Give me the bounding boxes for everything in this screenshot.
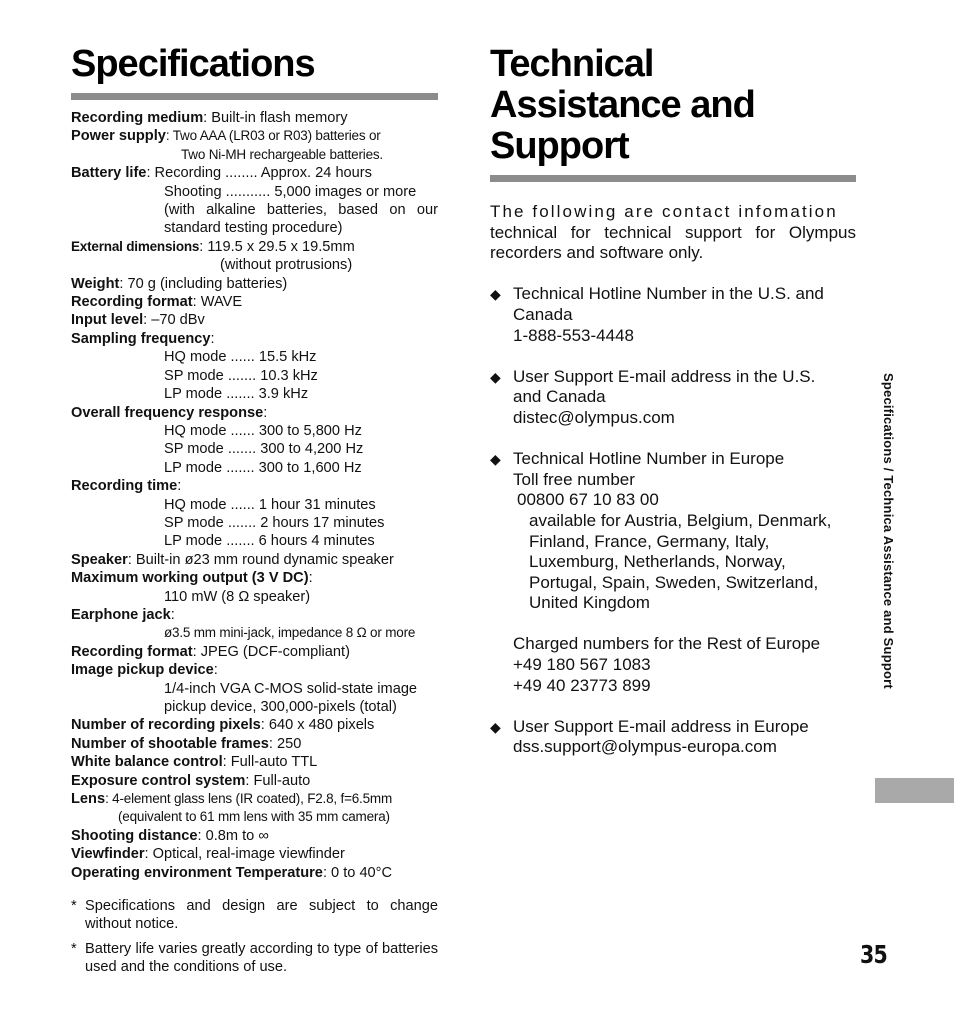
spec-lens-cont: (equivalent to 61 mm lens with 35 mm camera) xyxy=(118,809,390,825)
europe-email: ◆ User Support E-mail address in Europe dss.support@olympus-europa.com xyxy=(490,717,856,758)
spec-speaker: Speaker: Built-in ø23 mm round dynamic speaker xyxy=(71,551,394,568)
note-item: * Battery life varies greatly according to type of batteries used and the conditions of use. xyxy=(71,940,438,976)
spec-exposure-control: Exposure control system: Full-auto xyxy=(71,772,311,789)
spec-image-pickup-value-cont: pickup device, 300,000-pixels (total) xyxy=(164,699,397,715)
title-rule xyxy=(71,93,438,100)
spec-viewfinder: Viewfinder: Optical, real-image viewfinder xyxy=(71,846,345,863)
diamond-bullet-icon: ◆ xyxy=(490,451,501,468)
spec-shooting-distance: Shooting distance: 0.8m to ∞ xyxy=(71,827,269,844)
spec-power-supply-cont: Two Ni-MH rechargeable batteries. xyxy=(181,146,383,162)
side-tab xyxy=(875,778,954,803)
spec-image-pickup-value: 1/4-inch VGA C-MOS solid-state image xyxy=(164,680,418,697)
spec-external-dimensions: External dimensions: 119.5 x 29.5 x 19.5mm xyxy=(71,238,355,255)
spec-battery-life-note-cont: standard testing procedure) xyxy=(164,220,343,237)
europe-hotline: ◆ Technical Hotline Number in Europe Toll free number 00800 67 10 83 00 available for Austria, Belgium, Denmark, Finland, France, Germany, Italy, Luxemburg, Netherlands, Norway, Portugal, Spain, Sweden, Switzerland, United Kingdom Charged numbers for the Rest of Europe +49 180 567 1083 +49 40 23773 899 xyxy=(490,449,856,696)
title-rule xyxy=(490,175,856,182)
spec-weight: Weight: 70 g (including batteries) xyxy=(71,275,288,292)
spec-recording-time-lp: LP mode ....... 6 hours 4 minutes xyxy=(164,533,375,550)
spec-earphone-jack-value: ø3.5 mm mini-jack, impedance 8 Ω or more xyxy=(164,625,416,641)
note-item: * Specifications and design are subject to change without notice. xyxy=(71,898,438,933)
us-hotline: ◆ Technical Hotline Number in the U.S. and Canada 1-888-553-4448 xyxy=(490,284,856,346)
spec-frequency-response: Overall frequency response: xyxy=(71,404,268,421)
spec-sampling-hq: HQ mode ...... 15.5 kHz xyxy=(164,349,317,366)
spec-external-dimensions-cont: (without protrusions) xyxy=(220,257,353,274)
spec-battery-life-note: (with alkaline batteries, based on our xyxy=(164,202,438,219)
europe-charged-number: +49 40 23773 899 xyxy=(513,675,651,695)
spec-recording-format-image: Recording format: JPEG (DCF-compliant) xyxy=(71,643,350,660)
spec-shootable-frames: Number of shootable frames: 250 xyxy=(71,735,302,752)
spec-power-supply: Power supply: Two AAA (LR03 or R03) batteries or xyxy=(71,128,381,145)
support-title: Technical Assistance and Support xyxy=(490,43,755,167)
specifications-title: Specifications xyxy=(71,43,315,85)
diamond-bullet-icon: ◆ xyxy=(490,368,501,385)
page-number: 35 xyxy=(860,940,887,969)
europe-email-address: dss.support@olympus-europa.com xyxy=(513,737,777,757)
spec-frequency-sp: SP mode ....... 300 to 4,200 Hz xyxy=(164,441,364,458)
spec-list xyxy=(71,109,438,882)
spec-sampling-sp: SP mode ....... 10.3 kHz xyxy=(164,367,318,384)
spec-sampling-frequency: Sampling frequency: xyxy=(71,330,215,347)
spec-image-pickup: Image pickup device: xyxy=(71,662,218,679)
europe-charged-number: +49 180 567 1083 xyxy=(513,655,651,675)
support-column xyxy=(490,44,856,779)
spec-lens: Lens: 4-element glass lens (IR coated), F2.8, f=6.5mm xyxy=(71,791,393,808)
spec-recording-time-sp: SP mode ....... 2 hours 17 minutes xyxy=(164,514,385,531)
spec-notes xyxy=(71,897,438,977)
us-email-address: distec@olympus.com xyxy=(513,407,675,427)
side-section-label: Specifications / Technica Assistance and Support xyxy=(881,373,896,689)
spec-input-level: Input level: –70 dBv xyxy=(71,312,205,329)
spec-recording-format-audio: Recording format: WAVE xyxy=(71,294,243,311)
spec-recording-pixels: Number of recording pixels: 640 x 480 pixels xyxy=(71,717,375,734)
spec-white-balance: White balance control: Full-auto TTL xyxy=(71,754,318,771)
europe-toll-free-number: 00800 67 10 83 00 xyxy=(517,490,659,510)
spec-max-output: Maximum working output (3 V DC): xyxy=(71,570,313,587)
spec-operating-temperature: Operating environment Temperature: 0 to 40°C xyxy=(71,864,393,881)
support-content xyxy=(490,202,856,758)
spec-battery-life: Battery life: Recording ........ Approx. 24 hours xyxy=(71,165,372,182)
us-email: ◆ User Support E-mail address in the U.S. and Canada distec@olympus.com xyxy=(490,367,856,429)
spec-recording-time: Recording time: xyxy=(71,478,182,495)
spec-frequency-lp: LP mode ....... 300 to 1,600 Hz xyxy=(164,459,362,476)
spec-recording-medium: Recording medium: Built-in flash memory xyxy=(71,110,348,126)
us-hotline-number: 1-888-553-4448 xyxy=(513,325,634,345)
diamond-bullet-icon: ◆ xyxy=(490,286,501,303)
specifications-column xyxy=(71,44,438,983)
spec-max-output-value: 110 mW (8 Ω speaker) xyxy=(164,588,311,605)
spec-battery-life-shooting: Shooting ........... 5,000 images or more xyxy=(164,183,417,200)
spec-sampling-lp: LP mode ....... 3.9 kHz xyxy=(164,386,309,403)
diamond-bullet-icon: ◆ xyxy=(490,718,501,735)
spec-earphone-jack: Earphone jack: xyxy=(71,606,175,623)
spec-recording-time-hq: HQ mode ...... 1 hour 31 minutes xyxy=(164,496,376,513)
support-intro: The following are contact infomation technical for technical support for Olympus recorders and software only. xyxy=(490,202,856,263)
spec-frequency-hq: HQ mode ...... 300 to 5,800 Hz xyxy=(164,422,362,439)
